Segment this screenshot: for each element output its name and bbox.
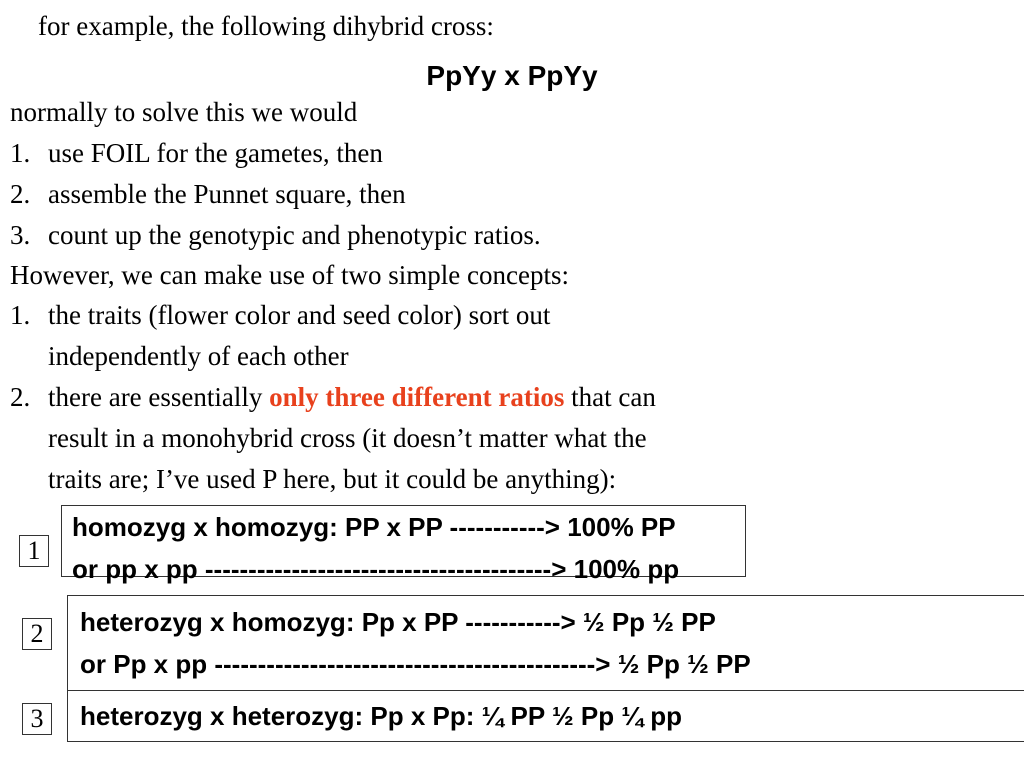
cross-heading: PpYy x PpYy xyxy=(426,60,598,91)
concept-line: the traits (flower color and seed color) sort out xyxy=(48,300,551,330)
step-text: use FOIL for the gametes, then xyxy=(48,138,383,168)
concept-line: independently of each other xyxy=(48,341,349,371)
step-text: count up the genotypic and phenotypic ratios. xyxy=(48,220,541,250)
step-number: 1. xyxy=(10,138,31,168)
step-number: 2. xyxy=(10,179,31,209)
concept-text-pre: there are essentially xyxy=(48,382,270,412)
ratio-label-3: 3 xyxy=(22,703,52,735)
concept-line: result in a monohybrid cross (it doesn’t matter what the xyxy=(48,423,647,453)
concept-number: 1. xyxy=(10,300,31,330)
step-1 xyxy=(10,133,383,174)
ratio-2-line-2: or Pp x pp --------------------------------------------> ½ Pp ½ PP xyxy=(80,649,751,679)
step-text: assemble the Punnet square, then xyxy=(48,179,406,209)
intro-text: for example, the following dihybrid cross: xyxy=(38,11,494,41)
concept-1 xyxy=(10,295,550,377)
normally-text: normally to solve this we would xyxy=(10,97,358,127)
step-2 xyxy=(10,174,406,215)
step-3 xyxy=(10,215,541,256)
concept-number: 2. xyxy=(10,382,31,412)
ratio-label-2: 2 xyxy=(22,618,52,650)
highlight-text: only three different ratios xyxy=(269,382,565,412)
ratio-2-line-1: heterozyg x homozyg: Pp x PP -----------> ½ Pp ½ PP xyxy=(80,607,716,637)
ratio-3-line-1: heterozyg x heterozyg: Pp x Pp: ¼ PP ½ Pp ¼ pp xyxy=(80,701,682,731)
however-text: However, we can make use of two simple concepts: xyxy=(10,260,569,290)
ratio-1-line-2: or pp x pp ----------------------------------------> 100% pp xyxy=(72,554,680,584)
concept-line: traits are; I’ve used P here, but it could be anything): xyxy=(48,464,617,494)
ratio-label-1: 1 xyxy=(19,535,49,567)
concept-2 xyxy=(10,377,656,500)
ratio-1-line-1: homozyg x homozyg: PP x PP -----------> 100% PP xyxy=(72,512,676,542)
step-number: 3. xyxy=(10,220,31,250)
concept-text-post: that can xyxy=(564,382,656,412)
